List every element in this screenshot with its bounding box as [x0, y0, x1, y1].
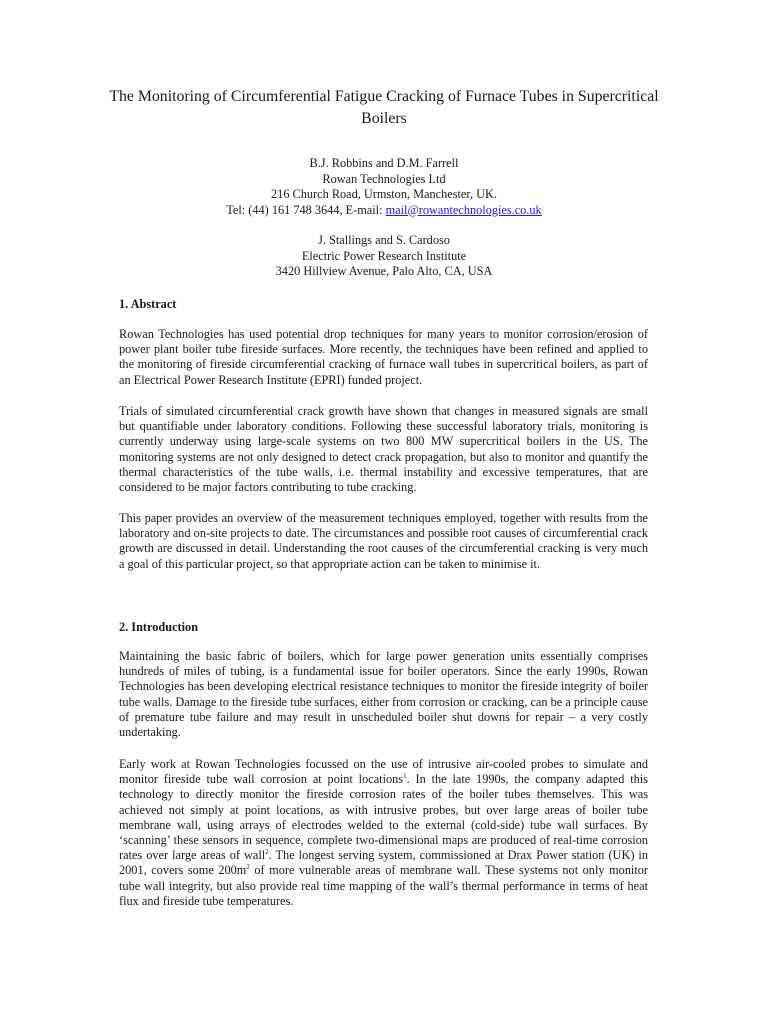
- intro-p2-part-d: of more vulnerable areas of membrane wall. These systems not only monitor tube wall integrity, but also provide real time mapping of the wall’s thermal performance in terms of heat flux and fireside tube temperatures.: [119, 863, 649, 908]
- affiliation-block-1: [100, 156, 668, 218]
- email-link[interactable]: mail@rowantechnologies.co.uk: [385, 202, 542, 217]
- citation-2: 2: [265, 848, 269, 857]
- intro-p2-part-c: . The longest serving system, commissioned at Drax Power station (UK) in 2001, covers some 200m: [119, 848, 648, 878]
- abstract-heading: 1. Abstract: [119, 297, 177, 311]
- organization-1: Rowan Technologies Ltd: [322, 171, 446, 186]
- introduction-paragraph-2: [119, 757, 648, 909]
- abstract-paragraph-3: This paper provides an overview of the measurement techniques employed, together with results from the laboratory and on-site projects to date. The circumstances and possible root causes of circumferential crack growth are discussed in detail. Understanding the root causes of the circumferential cracking is very much a goal of this particular project, so that appropriate action can be taken to minimise it.: [119, 511, 648, 571]
- paper-title: The Monitoring of Circumferential Fatigue Cracking of Furnace Tubes in Supercritical Boilers: [109, 88, 659, 127]
- address-2: 3420 Hillview Avenue, Palo Alto, CA, USA: [275, 264, 493, 278]
- organization-2: Electric Power Research Institute: [301, 248, 467, 263]
- abstract-paragraph-1: Rowan Technologies has used potential drop techniques for many years to monitor corrosion/erosion of power plant boiler tube fireside surfaces. More recently, the techniques have been refined and applied to the monitoring of fireside circumferential cracking of furnace wall tubes in supercritical boilers, as part of an Electrical Power Research Institute (EPRI) funded project.: [119, 327, 648, 387]
- citation-1: 1: [403, 772, 407, 781]
- introduction-heading: 2. Introduction: [119, 620, 199, 634]
- contact-prefix: Tel: (44) 161 748 3644, E-mail:: [226, 202, 386, 217]
- contact-line: [100, 203, 668, 219]
- address-1: 216 Church Road, Urmston, Manchester, UK.: [271, 187, 497, 201]
- authors-1: B.J. Robbins and D.M. Farrell: [309, 156, 459, 170]
- authors-2: J. Stallings and S. Cardoso: [318, 233, 450, 247]
- intro-p2-part-b: . In the late 1990s, the company adapted this technology to directly monitor the fireside corrosion rates of the boiler tubes themselves. This was achieved not simply at point locations, as with intrusive probes, but over large areas of boiler tube membrane wall, using arrays of electrodes welded to the external (cold-side) tube wall surfaces. By ‘scanning’ these sensors in sequence, complete two-dimensional maps are produced of real-time corrosion rates over large areas of wall: [119, 772, 648, 863]
- intro-p2-part-a: Early work at Rowan Technologies focussed on the use of intrusive air-cooled probes to simulate and monitor fireside tube wall corrosion at point locations: [119, 757, 648, 787]
- affiliation-block-2: [100, 233, 668, 280]
- abstract-paragraph-2: Trials of simulated circumferential crack growth have shown that changes in measured signals are small but quantifiable under laboratory conditions. Following these successful laboratory trials, monitoring is currently underway using large-scale systems on two 800 MW supercritical boilers in the US. The monitoring systems are not only designed to detect crack propagation, but also to monitor and quantify the thermal characteristics of the tube walls, i.e. thermal instability and excessive temperatures, that are considered to be major factors contributing to tube cracking.: [119, 404, 648, 495]
- introduction-paragraph-1: Maintaining the basic fabric of boilers, which for large power generation units essentially comprises hundreds of miles of tubing, is a fundamental issue for boiler operators. Since the early 1990s, Rowan Technologies has been developing electrical resistance techniques to monitor the fireside integrity of boiler tube walls. Damage to the fireside tube surfaces, either from corrosion or cracking, can be a principle cause of premature tube failure and may result in unscheduled boiler shut downs for repair – a very costly undertaking.: [119, 649, 648, 740]
- unit-exponent: 2: [246, 863, 250, 872]
